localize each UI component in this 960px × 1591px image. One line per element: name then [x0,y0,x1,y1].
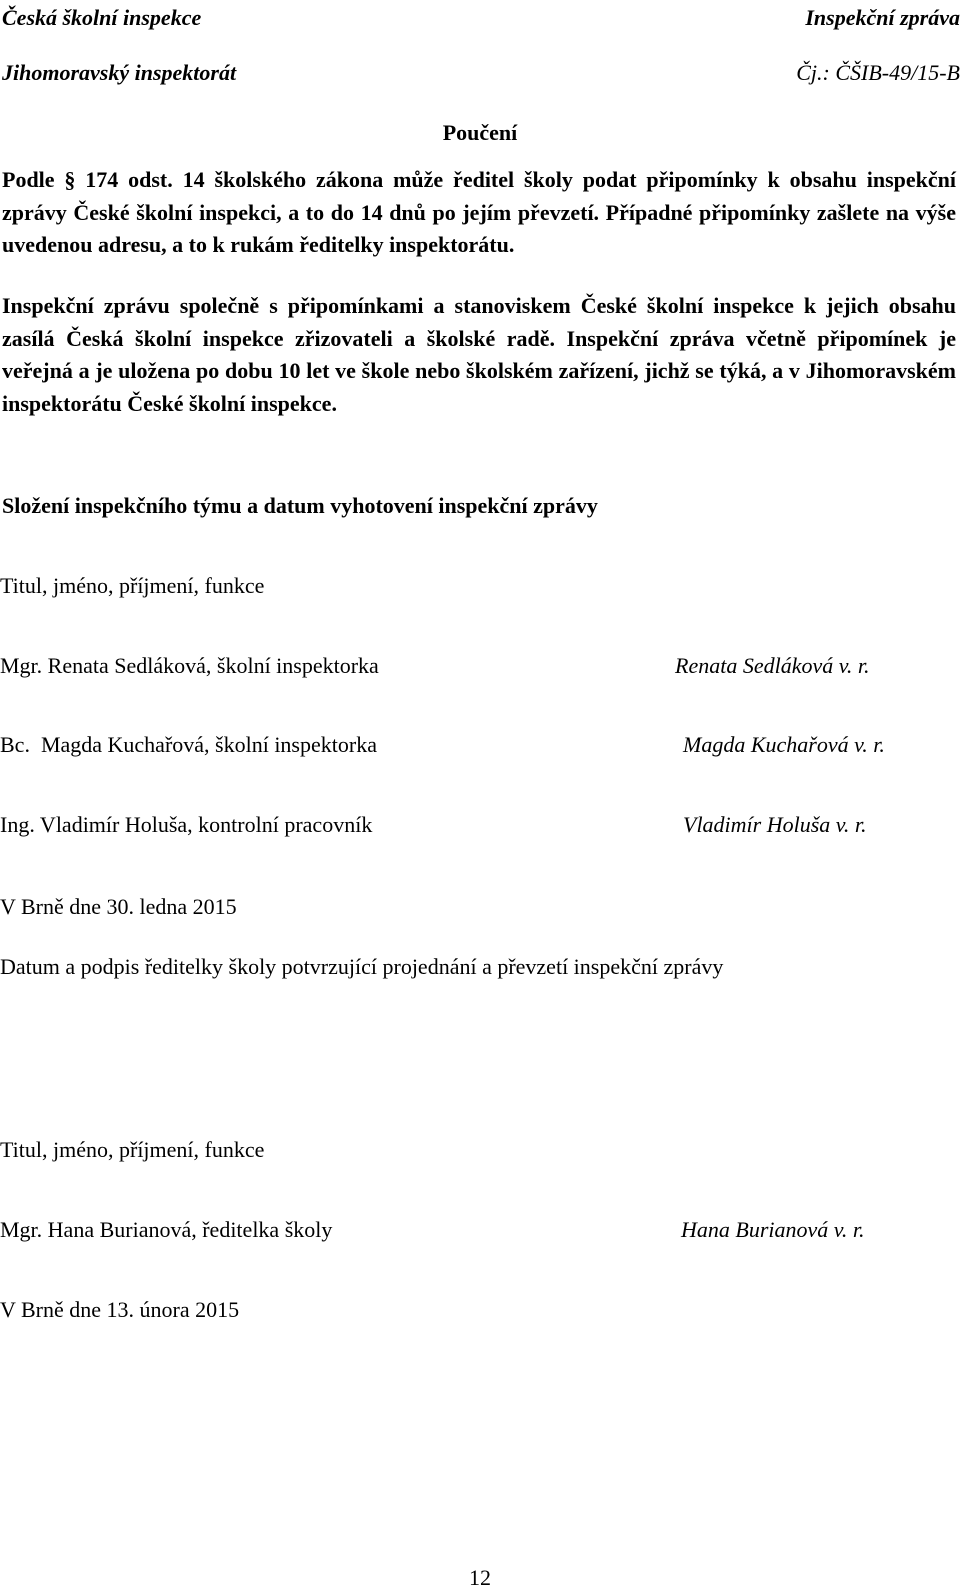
team-member-name: Mgr. Renata Sedláková, školní inspektorka [0,653,379,678]
team-member-signature: Renata Sedláková v. r. [675,653,870,678]
director-column-label: Titul, jméno, příjmení, funkce [0,1137,265,1162]
paragraph-intro: Podle § 174 odst. 14 školského zákona může ředitel školy podat připomínky k obsahu inspekční zprávy České školní inspekci, a to do 14 dnů po jejím převzetí. Případné připomínky zašlete na výše uvedenou adresu, a to k rukám ředitelky inspektorátu. [2,167,956,257]
team-heading: Složení inspekčního týmu a datum vyhotovení inspekční zprávy [2,493,598,518]
director-date: V Brně dne 13. února 2015 [0,1297,240,1322]
team-column-label: Titul, jméno, příjmení, funkce [0,573,265,598]
header-region: Jihomoravský inspektorát [2,60,237,85]
team-member-name: Bc. Magda Kuchařová, školní inspektorka [0,732,377,757]
team-member-signature: Vladimír Holuša v. r. [683,812,867,837]
director-name: Mgr. Hana Burianová, ředitelka školy [0,1217,333,1242]
director-heading: Datum a podpis ředitelky školy potvrzující projednání a převzetí inspekční zprávy [0,954,724,979]
director-signature: Hana Burianová v. r. [681,1217,865,1242]
paragraph-publication: Inspekční zprávu společně s připomínkami a stanoviskem České školní inspekce k jejich obsahu zasílá Česká školní inspekce zřizovateli a školské radě. Inspekční zpráva včetně připomínek je veřejná a je uložena po dobu 10 let ve škole nebo školském zařízení, jichž se týká, a v Jihomoravském inspektorátu České školní inspekce. [2,293,956,416]
page-number: 12 [469,1565,491,1590]
team-date: V Brně dne 30. ledna 2015 [0,894,237,919]
header-doc-type: Inspekční zpráva [805,5,960,30]
header-org: Česká školní inspekce [2,5,202,30]
page-title: Poučení [442,120,518,145]
team-member-signature: Magda Kuchařová v. r. [683,732,885,757]
team-member-name: Ing. Vladimír Holuša, kontrolní pracovník [0,812,373,837]
header-ref-number: Čj.: ČŠIB-49/15-B [796,60,960,85]
